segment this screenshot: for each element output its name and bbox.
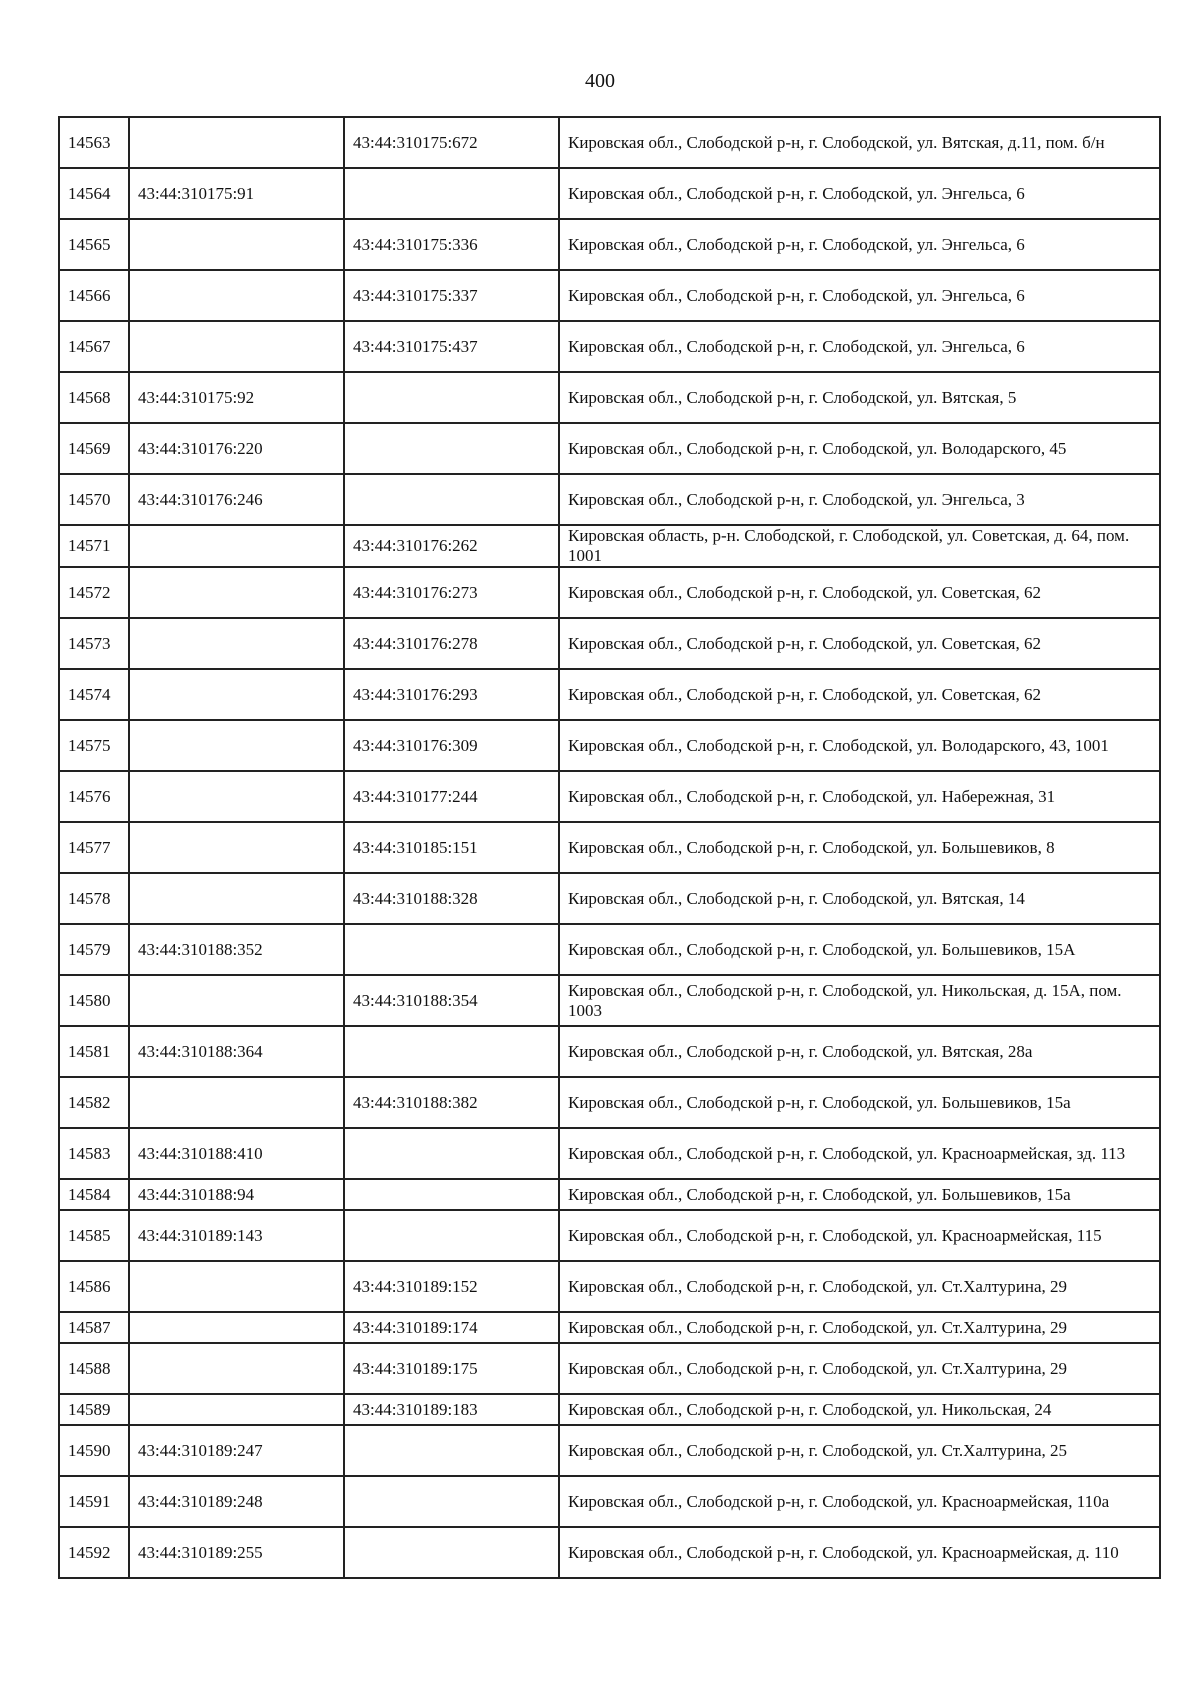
- address-cell: Кировская обл., Слободской р-н, г. Слободской, ул. Никольская, 24: [559, 1394, 1160, 1425]
- registry-table-body: [59, 117, 1160, 1578]
- table-row: [59, 423, 1160, 474]
- table-row: [59, 1312, 1160, 1343]
- building-cadastral-number-cell: 43:44:310176:278: [344, 618, 559, 669]
- building-cadastral-number-cell: [344, 1026, 559, 1077]
- parcel-cadastral-number-cell: [129, 1077, 344, 1128]
- row-number-cell: 14569: [59, 423, 129, 474]
- row-number-cell: 14563: [59, 117, 129, 168]
- building-cadastral-number-cell: 43:44:310176:293: [344, 669, 559, 720]
- address-cell: Кировская обл., Слободской р-н, г. Слободской, ул. Энгельса, 3: [559, 474, 1160, 525]
- address-cell: Кировская обл., Слободской р-н, г. Слободской, ул. Советская, 62: [559, 669, 1160, 720]
- address-cell: Кировская обл., Слободской р-н, г. Слободской, ул. Красноармейская, зд. 113: [559, 1128, 1160, 1179]
- table-row: [59, 1343, 1160, 1394]
- parcel-cadastral-number-cell: 43:44:310176:220: [129, 423, 344, 474]
- table-row: [59, 474, 1160, 525]
- parcel-cadastral-number-cell: [129, 270, 344, 321]
- building-cadastral-number-cell: 43:44:310175:337: [344, 270, 559, 321]
- address-cell: Кировская обл., Слободской р-н, г. Слободской, ул. Ст.Халтурина, 29: [559, 1261, 1160, 1312]
- row-number-cell: 14579: [59, 924, 129, 975]
- address-cell: Кировская обл., Слободской р-н, г. Слободской, ул. Энгельса, 6: [559, 219, 1160, 270]
- building-cadastral-number-cell: [344, 372, 559, 423]
- building-cadastral-number-cell: 43:44:310175:336: [344, 219, 559, 270]
- table-row: [59, 873, 1160, 924]
- row-number-cell: 14591: [59, 1476, 129, 1527]
- row-number-cell: 14568: [59, 372, 129, 423]
- page-number: 400: [585, 70, 615, 92]
- address-cell: Кировская обл., Слободской р-н, г. Слободской, ул. Советская, 62: [559, 567, 1160, 618]
- table-row: [59, 720, 1160, 771]
- row-number-cell: 14571: [59, 525, 129, 567]
- row-number-cell: 14565: [59, 219, 129, 270]
- table-row: [59, 1077, 1160, 1128]
- address-cell: Кировская обл., Слободской р-н, г. Слободской, ул. Большевиков, 15А: [559, 924, 1160, 975]
- row-number-cell: 14589: [59, 1394, 129, 1425]
- row-number-cell: 14566: [59, 270, 129, 321]
- table-row: [59, 975, 1160, 1026]
- parcel-cadastral-number-cell: [129, 669, 344, 720]
- building-cadastral-number-cell: 43:44:310176:262: [344, 525, 559, 567]
- parcel-cadastral-number-cell: [129, 525, 344, 567]
- row-number-cell: 14575: [59, 720, 129, 771]
- table-row: [59, 1210, 1160, 1261]
- building-cadastral-number-cell: 43:44:310188:328: [344, 873, 559, 924]
- row-number-cell: 14585: [59, 1210, 129, 1261]
- address-cell: Кировская обл., Слободской р-н, г. Слободской, ул. Советская, 62: [559, 618, 1160, 669]
- table-row: [59, 567, 1160, 618]
- table-row: [59, 1261, 1160, 1312]
- table-row: [59, 822, 1160, 873]
- address-cell: Кировская обл., Слободской р-н, г. Слободской, ул. Ст.Халтурина, 25: [559, 1425, 1160, 1476]
- parcel-cadastral-number-cell: [129, 720, 344, 771]
- building-cadastral-number-cell: [344, 1128, 559, 1179]
- table-row: [59, 771, 1160, 822]
- address-cell: Кировская обл., Слободской р-н, г. Слободской, ул. Вятская, 28а: [559, 1026, 1160, 1077]
- parcel-cadastral-number-cell: 43:44:310188:364: [129, 1026, 344, 1077]
- row-number-cell: 14587: [59, 1312, 129, 1343]
- address-cell: Кировская обл., Слободской р-н, г. Слободской, ул. Красноармейская, 115: [559, 1210, 1160, 1261]
- address-cell: Кировская обл., Слободской р-н, г. Слободской, ул. Набережная, 31: [559, 771, 1160, 822]
- table-row: [59, 1128, 1160, 1179]
- parcel-cadastral-number-cell: [129, 771, 344, 822]
- building-cadastral-number-cell: 43:44:310185:151: [344, 822, 559, 873]
- building-cadastral-number-cell: 43:44:310175:672: [344, 117, 559, 168]
- row-number-cell: 14577: [59, 822, 129, 873]
- parcel-cadastral-number-cell: 43:44:310189:143: [129, 1210, 344, 1261]
- address-cell: Кировская обл., Слободской р-н, г. Слободской, ул. Володарского, 45: [559, 423, 1160, 474]
- address-cell: Кировская обл., Слободской р-н, г. Слободской, ул. Вятская, д.11, пом. б/н: [559, 117, 1160, 168]
- building-cadastral-number-cell: [344, 1476, 559, 1527]
- table-row: [59, 1179, 1160, 1210]
- table-row: [59, 669, 1160, 720]
- address-cell: Кировская обл., Слободской р-н, г. Слободской, ул. Вятская, 14: [559, 873, 1160, 924]
- row-number-cell: 14580: [59, 975, 129, 1026]
- address-cell: Кировская обл., Слободской р-н, г. Слободской, ул. Володарского, 43, 1001: [559, 720, 1160, 771]
- table-row: [59, 1527, 1160, 1578]
- building-cadastral-number-cell: 43:44:310176:273: [344, 567, 559, 618]
- parcel-cadastral-number-cell: [129, 567, 344, 618]
- parcel-cadastral-number-cell: 43:44:310175:91: [129, 168, 344, 219]
- building-cadastral-number-cell: [344, 1210, 559, 1261]
- parcel-cadastral-number-cell: 43:44:310188:94: [129, 1179, 344, 1210]
- address-cell: Кировская обл., Слободской р-н, г. Слободской, ул. Энгельса, 6: [559, 168, 1160, 219]
- parcel-cadastral-number-cell: [129, 219, 344, 270]
- building-cadastral-number-cell: [344, 168, 559, 219]
- address-cell: Кировская обл., Слободской р-н, г. Слободской, ул. Ст.Халтурина, 29: [559, 1312, 1160, 1343]
- parcel-cadastral-number-cell: [129, 1343, 344, 1394]
- registry-table: [58, 116, 1161, 1579]
- row-number-cell: 14584: [59, 1179, 129, 1210]
- building-cadastral-number-cell: 43:44:310189:175: [344, 1343, 559, 1394]
- table-row: [59, 1476, 1160, 1527]
- row-number-cell: 14588: [59, 1343, 129, 1394]
- table-row: [59, 1394, 1160, 1425]
- parcel-cadastral-number-cell: 43:44:310188:352: [129, 924, 344, 975]
- row-number-cell: 14576: [59, 771, 129, 822]
- table-row: [59, 270, 1160, 321]
- table-row: [59, 219, 1160, 270]
- building-cadastral-number-cell: [344, 423, 559, 474]
- parcel-cadastral-number-cell: 43:44:310176:246: [129, 474, 344, 525]
- parcel-cadastral-number-cell: 43:44:310189:248: [129, 1476, 344, 1527]
- parcel-cadastral-number-cell: 43:44:310175:92: [129, 372, 344, 423]
- table-row: [59, 618, 1160, 669]
- row-number-cell: 14564: [59, 168, 129, 219]
- table-row: [59, 1026, 1160, 1077]
- building-cadastral-number-cell: [344, 924, 559, 975]
- building-cadastral-number-cell: [344, 1179, 559, 1210]
- building-cadastral-number-cell: 43:44:310188:382: [344, 1077, 559, 1128]
- address-cell: Кировская обл., Слободской р-н, г. Слободской, ул. Красноармейская, д. 110: [559, 1527, 1160, 1578]
- address-cell: Кировская обл., Слободской р-н, г. Слободской, ул. Большевиков, 8: [559, 822, 1160, 873]
- address-cell: Кировская область, р-н. Слободской, г. Слободской, ул. Советская, д. 64, пом. 1001: [559, 525, 1160, 567]
- building-cadastral-number-cell: 43:44:310189:152: [344, 1261, 559, 1312]
- table-row: [59, 1425, 1160, 1476]
- building-cadastral-number-cell: 43:44:310189:174: [344, 1312, 559, 1343]
- row-number-cell: 14570: [59, 474, 129, 525]
- table-row: [59, 372, 1160, 423]
- building-cadastral-number-cell: 43:44:310189:183: [344, 1394, 559, 1425]
- table-row: [59, 117, 1160, 168]
- row-number-cell: 14567: [59, 321, 129, 372]
- row-number-cell: 14572: [59, 567, 129, 618]
- address-cell: Кировская обл., Слободской р-н, г. Слободской, ул. Большевиков, 15а: [559, 1077, 1160, 1128]
- table-row: [59, 924, 1160, 975]
- parcel-cadastral-number-cell: [129, 117, 344, 168]
- parcel-cadastral-number-cell: [129, 1394, 344, 1425]
- table-row: [59, 168, 1160, 219]
- building-cadastral-number-cell: 43:44:310188:354: [344, 975, 559, 1026]
- parcel-cadastral-number-cell: [129, 618, 344, 669]
- address-cell: Кировская обл., Слободской р-н, г. Слободской, ул. Ст.Халтурина, 29: [559, 1343, 1160, 1394]
- address-cell: Кировская обл., Слободской р-н, г. Слободской, ул. Большевиков, 15а: [559, 1179, 1160, 1210]
- parcel-cadastral-number-cell: [129, 822, 344, 873]
- building-cadastral-number-cell: [344, 1425, 559, 1476]
- address-cell: Кировская обл., Слободской р-н, г. Слободской, ул. Вятская, 5: [559, 372, 1160, 423]
- building-cadastral-number-cell: 43:44:310176:309: [344, 720, 559, 771]
- row-number-cell: 14586: [59, 1261, 129, 1312]
- parcel-cadastral-number-cell: [129, 975, 344, 1026]
- address-cell: Кировская обл., Слободской р-н, г. Слободской, ул. Энгельса, 6: [559, 270, 1160, 321]
- parcel-cadastral-number-cell: [129, 1261, 344, 1312]
- parcel-cadastral-number-cell: 43:44:310189:255: [129, 1527, 344, 1578]
- address-cell: Кировская обл., Слободской р-н, г. Слободской, ул. Красноармейская, 110а: [559, 1476, 1160, 1527]
- parcel-cadastral-number-cell: [129, 1312, 344, 1343]
- row-number-cell: 14574: [59, 669, 129, 720]
- row-number-cell: 14582: [59, 1077, 129, 1128]
- table-row: [59, 525, 1160, 567]
- row-number-cell: 14592: [59, 1527, 129, 1578]
- row-number-cell: 14578: [59, 873, 129, 924]
- table-row: [59, 321, 1160, 372]
- address-cell: Кировская обл., Слободской р-н, г. Слободской, ул. Энгельса, 6: [559, 321, 1160, 372]
- parcel-cadastral-number-cell: [129, 873, 344, 924]
- parcel-cadastral-number-cell: [129, 321, 344, 372]
- row-number-cell: 14590: [59, 1425, 129, 1476]
- address-cell: Кировская обл., Слободской р-н, г. Слободской, ул. Никольская, д. 15А, пом. 1003: [559, 975, 1160, 1026]
- building-cadastral-number-cell: [344, 1527, 559, 1578]
- row-number-cell: 14573: [59, 618, 129, 669]
- building-cadastral-number-cell: [344, 474, 559, 525]
- building-cadastral-number-cell: 43:44:310175:437: [344, 321, 559, 372]
- row-number-cell: 14583: [59, 1128, 129, 1179]
- building-cadastral-number-cell: 43:44:310177:244: [344, 771, 559, 822]
- row-number-cell: 14581: [59, 1026, 129, 1077]
- parcel-cadastral-number-cell: 43:44:310189:247: [129, 1425, 344, 1476]
- parcel-cadastral-number-cell: 43:44:310188:410: [129, 1128, 344, 1179]
